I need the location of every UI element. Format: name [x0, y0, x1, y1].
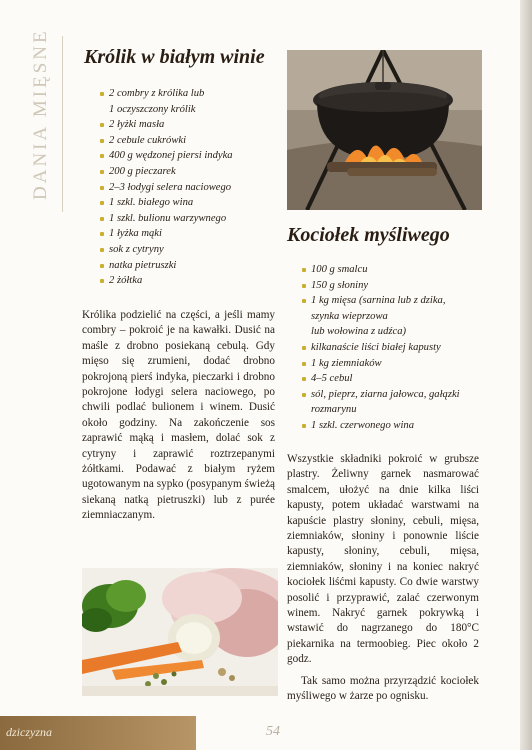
ingredient-item: 100 g smalcu: [302, 262, 492, 278]
photo-rabbit-vegetables-illustration: [82, 568, 278, 696]
ingredient-item: 2–3 łodygi selera naciowego: [100, 180, 280, 196]
ingredient-list-kociolek: [302, 262, 492, 434]
ingredient-item: 2 cebule cukrówki: [100, 133, 280, 149]
recipe-method-krolik: Królika podzielić na części, a jeśli mamy combry – pokroić je na kawałki. Dusić na maśle z drobno posiekaną cebulą. Gdy mięso się zrumieni, dodać drobno pokrojoną pierś indyka, pieczarki i drobno pokrojone łodygi selera naciowego, po chwili podlać bulionem i winem. Dusić około godziny. Na zakończenie sos zaprawić mąką i masłem, dolać sok z cytryny i zaprawić roztrzepanymi żółtkami. Podawać z białym ryżem ugotowanym na sypko (posypanym świeżą siekaną natką pietruszki) lub z purée ziemniaczanym.: [82, 309, 275, 522]
photo-cauldron-fire: [287, 50, 482, 210]
ingredient-item: 1 szkl. białego wina: [100, 195, 280, 211]
ingredient-item: 2 łyżki masła: [100, 117, 280, 133]
ingredient-item: 1 kg ziemniaków: [302, 356, 492, 372]
ingredient-item: 1 kg mięsa (sarnina lub z dzika, szynka wieprzowa lub wołowina z udźca): [302, 293, 492, 340]
ingredient-item: 1 szkl. czerwonego wina: [302, 418, 492, 434]
ingredient-item: 4–5 cebul: [302, 371, 492, 387]
ingredient-item: 150 g słoniny: [302, 278, 492, 294]
ingredient-item: 1 szkl. bulionu warzywnego: [100, 211, 280, 227]
ingredient-item: kilkanaście liści białej kapusty: [302, 340, 492, 356]
page-number: 54: [266, 724, 280, 739]
ingredient-item: sok z cytryny: [100, 242, 280, 258]
recipe-note-kociolek: Tak samo można przyrządzić kociołek myśliwego w żarze po ognisku.: [287, 675, 479, 703]
recipe-title-krolik: Królik w białym winie: [84, 46, 265, 68]
page-gutter-shadow: [520, 0, 532, 750]
photo-cauldron-fire-illustration: [287, 50, 482, 210]
photo-rabbit-vegetables: [82, 568, 278, 696]
ingredient-item: 400 g wędzonej piersi indyka: [100, 148, 280, 164]
ingredient-item: 1 łyżka mąki: [100, 226, 280, 242]
section-side-label: DANIA MIĘSNE: [30, 28, 51, 200]
ingredient-item: natka pietruszki: [100, 258, 280, 274]
ingredient-item: sól, pieprz, ziarna jałowca, gałązki rozmarynu: [302, 387, 492, 418]
ingredient-item: 2 combry z królika lub 1 oczyszczony królik: [100, 86, 280, 117]
recipe-title-kociolek: Kociołek myśliwego: [287, 224, 450, 246]
ingredient-list-krolik: [100, 86, 280, 289]
recipe-method-kociolek: Wszystkie składniki pokroić w grubsze plastry. Żeliwny garnek nasmarować smalcem, ułożyć na dnie kilka liści kapusty, potem układać warstwami na kapuście plastry słoniny, cebuli, mięsa, ziemniaków, słoniny i ponownie liście kapusty, słoniny, cebuli, mięsa, ziemniaków, słoniny i na koniec nakryć kociołek liśćmi kapusty. Co dwie warstwy posolić i przyprawić, zalać czerwonym winem. Nakryć garnek pokrywką i wstawić do nagrzanego do 180°C piekarnika na termoobieg. Piec około 2 godz.: [287, 453, 479, 666]
section-side-rule: [62, 36, 63, 212]
ingredient-item: 2 żółtka: [100, 273, 280, 289]
ingredient-item: 200 g pieczarek: [100, 164, 280, 180]
footer-section-label: dziczyzna: [6, 725, 52, 739]
